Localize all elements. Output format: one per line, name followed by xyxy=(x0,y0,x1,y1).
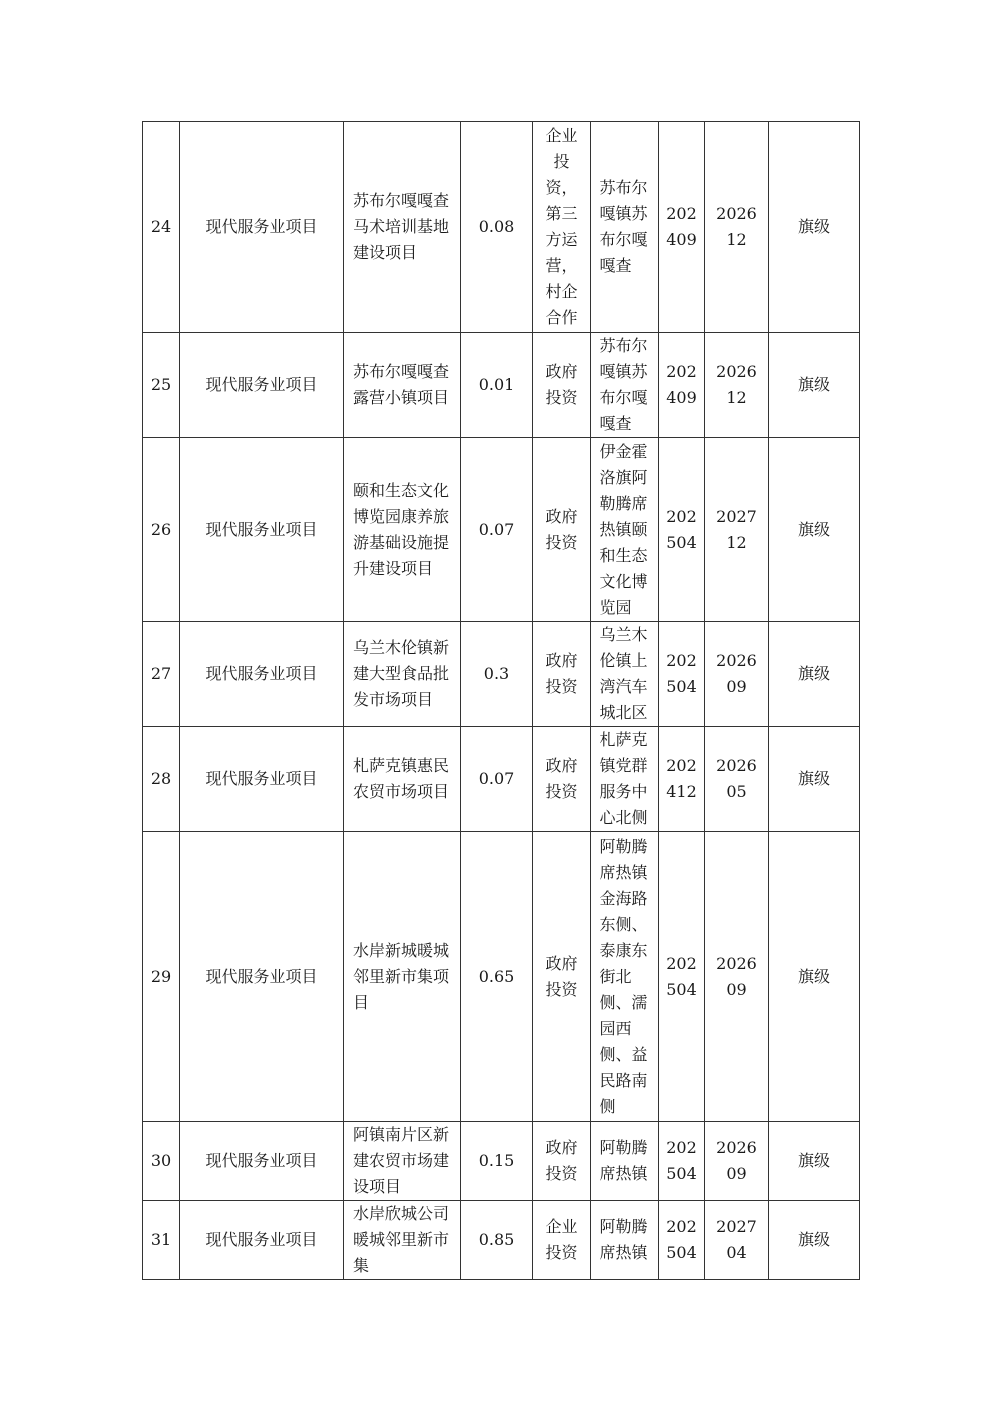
start-date-cell xyxy=(659,727,705,832)
project-name: 乌兰木伦镇新建大型食品批发市场项目 xyxy=(353,638,450,709)
start-date: 202504 xyxy=(666,651,697,696)
end-date-cell xyxy=(705,333,769,438)
row-number: 30 xyxy=(150,1151,172,1170)
project-type: 现代服务业项目 xyxy=(205,769,318,788)
project-location: 阿勒腾席热镇金海路东侧、泰康东街北侧、濡园西侧、益民路南侧 xyxy=(599,836,648,1116)
project-location-cell xyxy=(591,622,659,727)
start-date-cell xyxy=(659,832,705,1122)
row-number-cell xyxy=(143,438,180,622)
project-name: 苏布尔嘎嘎查露营小镇项目 xyxy=(353,362,450,407)
investment-mode-cell xyxy=(533,832,591,1122)
project-level: 旗级 xyxy=(797,966,830,986)
start-date: 202504 xyxy=(666,953,697,999)
investment-mode: 政府投资 xyxy=(545,651,578,696)
end-date-cell xyxy=(705,832,769,1122)
project-name-cell xyxy=(344,727,461,832)
project-level-cell xyxy=(769,727,860,832)
project-type: 现代服务业项目 xyxy=(205,375,318,394)
project-name-cell xyxy=(344,122,461,333)
investment-mode: 政府投资 xyxy=(545,953,578,999)
project-name-cell xyxy=(344,438,461,622)
project-level-cell xyxy=(769,622,860,727)
investment-mode-cell xyxy=(533,1122,591,1201)
project-location-cell xyxy=(591,727,659,832)
end-date-cell xyxy=(705,1201,769,1280)
project-location-cell xyxy=(591,438,659,622)
project-location: 阿勒腾席热镇 xyxy=(599,1138,648,1183)
investment-amount: 0.3 xyxy=(483,664,510,683)
project-name: 札萨克镇惠民农贸市场项目 xyxy=(353,756,450,801)
investment-amount: 0.85 xyxy=(478,1230,515,1249)
end-date-cell xyxy=(705,438,769,622)
project-type-cell xyxy=(180,727,344,832)
project-location-cell xyxy=(591,1201,659,1280)
row-number: 29 xyxy=(150,966,172,986)
investment-amount-cell xyxy=(461,333,533,438)
project-level-cell xyxy=(769,1122,860,1201)
project-name: 颐和生态文化博览园康养旅游基础设施提升建设项目 xyxy=(353,480,450,578)
table-row xyxy=(143,333,860,438)
investment-mode-cell xyxy=(533,727,591,832)
investment-mode: 政府投资 xyxy=(545,1138,578,1183)
end-date: 202609 xyxy=(716,651,757,696)
end-date-cell xyxy=(705,1122,769,1201)
investment-mode-cell xyxy=(533,122,591,333)
project-type-cell xyxy=(180,1201,344,1280)
end-date: 202605 xyxy=(716,756,757,801)
investment-amount-cell xyxy=(461,1122,533,1201)
investment-mode-cell xyxy=(533,1201,591,1280)
project-type-cell xyxy=(180,122,344,333)
project-name-cell xyxy=(344,832,461,1122)
project-type: 现代服务业项目 xyxy=(205,217,318,236)
end-date: 202609 xyxy=(716,953,757,999)
start-date-cell xyxy=(659,333,705,438)
investment-amount: 0.65 xyxy=(478,966,515,986)
project-location: 阿勒腾席热镇 xyxy=(599,1217,648,1262)
row-number: 27 xyxy=(150,664,172,683)
project-type: 现代服务业项目 xyxy=(205,519,318,539)
project-location: 札萨克镇党群服务中心北侧 xyxy=(599,730,648,827)
project-level: 旗级 xyxy=(797,1230,830,1249)
row-number-cell xyxy=(143,122,180,333)
table-row xyxy=(143,832,860,1122)
investment-amount: 0.07 xyxy=(478,519,515,539)
project-name-cell xyxy=(344,333,461,438)
investment-mode-cell xyxy=(533,333,591,438)
project-level-cell xyxy=(769,333,860,438)
project-type: 现代服务业项目 xyxy=(205,664,318,683)
project-name: 苏布尔嘎嘎查马术培训基地建设项目 xyxy=(353,191,450,262)
investment-amount-cell xyxy=(461,1201,533,1280)
project-type-cell xyxy=(180,1122,344,1201)
project-type: 现代服务业项目 xyxy=(205,1151,318,1170)
project-type: 现代服务业项目 xyxy=(205,1230,318,1249)
project-location-cell xyxy=(591,832,659,1122)
project-location: 伊金霍洛旗阿勒腾席热镇颐和生态文化博览园 xyxy=(599,441,648,617)
start-date: 202504 xyxy=(666,1138,697,1183)
investment-amount-cell xyxy=(461,438,533,622)
row-number-cell xyxy=(143,622,180,727)
project-type-cell xyxy=(180,333,344,438)
project-location: 乌兰木伦镇上湾汽车城北区 xyxy=(599,625,648,722)
start-date-cell xyxy=(659,122,705,333)
investment-mode: 企业投资，第三方运营，村企合作 xyxy=(545,126,578,327)
start-date: 202409 xyxy=(666,204,697,249)
project-location: 苏布尔嘎镇苏布尔嘎嘎查 xyxy=(599,336,648,433)
end-date-cell xyxy=(705,122,769,333)
investment-amount: 0.01 xyxy=(478,375,515,394)
investment-mode: 政府投资 xyxy=(545,362,578,407)
investment-mode-cell xyxy=(533,438,591,622)
row-number-cell xyxy=(143,832,180,1122)
investment-amount: 0.15 xyxy=(478,1151,515,1170)
end-date: 202609 xyxy=(716,1138,757,1183)
investment-mode: 政府投资 xyxy=(545,506,578,552)
project-level-cell xyxy=(769,1201,860,1280)
project-type-cell xyxy=(180,438,344,622)
project-level-cell xyxy=(769,832,860,1122)
investment-amount-cell xyxy=(461,622,533,727)
table-row xyxy=(143,122,860,333)
row-number: 24 xyxy=(150,217,172,236)
row-number-cell xyxy=(143,1201,180,1280)
project-level-cell xyxy=(769,122,860,333)
project-name: 水岸新城暖城邻里新市集项目 xyxy=(353,940,450,1012)
row-number: 28 xyxy=(150,769,172,788)
investment-amount-cell xyxy=(461,832,533,1122)
investment-mode: 企业投资 xyxy=(545,1217,578,1262)
investment-mode-cell xyxy=(533,622,591,727)
start-date-cell xyxy=(659,438,705,622)
project-type-cell xyxy=(180,622,344,727)
row-number-cell xyxy=(143,727,180,832)
start-date-cell xyxy=(659,1201,705,1280)
row-number: 25 xyxy=(150,375,172,394)
project-location-cell xyxy=(591,1122,659,1201)
project-name-cell xyxy=(344,622,461,727)
row-number: 31 xyxy=(150,1230,172,1249)
table-row xyxy=(143,727,860,832)
table-row xyxy=(143,1201,860,1280)
investment-mode: 政府投资 xyxy=(545,756,578,801)
table-body xyxy=(143,122,860,1280)
project-name: 水岸欣城公司暖城邻里新市集 xyxy=(353,1204,450,1275)
end-date-cell xyxy=(705,622,769,727)
start-date-cell xyxy=(659,1122,705,1201)
end-date: 202712 xyxy=(716,506,757,552)
project-table xyxy=(142,121,860,1280)
project-level: 旗级 xyxy=(797,1151,830,1170)
start-date: 202409 xyxy=(666,362,697,407)
project-type-cell xyxy=(180,832,344,1122)
start-date-cell xyxy=(659,622,705,727)
project-level: 旗级 xyxy=(797,217,830,236)
investment-amount: 0.07 xyxy=(478,769,515,788)
end-date-cell xyxy=(705,727,769,832)
row-number-cell xyxy=(143,333,180,438)
project-level: 旗级 xyxy=(797,375,830,394)
project-name-cell xyxy=(344,1201,461,1280)
table-row xyxy=(143,622,860,727)
project-level: 旗级 xyxy=(797,769,830,788)
row-number: 26 xyxy=(150,519,172,539)
end-date: 202612 xyxy=(716,204,757,249)
start-date: 202504 xyxy=(666,506,697,552)
project-level: 旗级 xyxy=(797,519,830,539)
project-type: 现代服务业项目 xyxy=(205,966,318,986)
project-level-cell xyxy=(769,438,860,622)
start-date: 202504 xyxy=(666,1217,697,1262)
project-name-cell xyxy=(344,1122,461,1201)
start-date: 202412 xyxy=(666,756,697,801)
investment-amount-cell xyxy=(461,122,533,333)
investment-amount: 0.08 xyxy=(478,217,515,236)
row-number-cell xyxy=(143,1122,180,1201)
project-level: 旗级 xyxy=(797,664,830,683)
table-row xyxy=(143,438,860,622)
table-row xyxy=(143,1122,860,1201)
project-location: 苏布尔嘎镇苏布尔嘎嘎查 xyxy=(599,178,648,275)
project-location-cell xyxy=(591,333,659,438)
end-date: 202612 xyxy=(716,362,757,407)
end-date: 202704 xyxy=(716,1217,757,1262)
project-location-cell xyxy=(591,122,659,333)
project-name: 阿镇南片区新建农贸市场建设项目 xyxy=(353,1125,450,1196)
investment-amount-cell xyxy=(461,727,533,832)
